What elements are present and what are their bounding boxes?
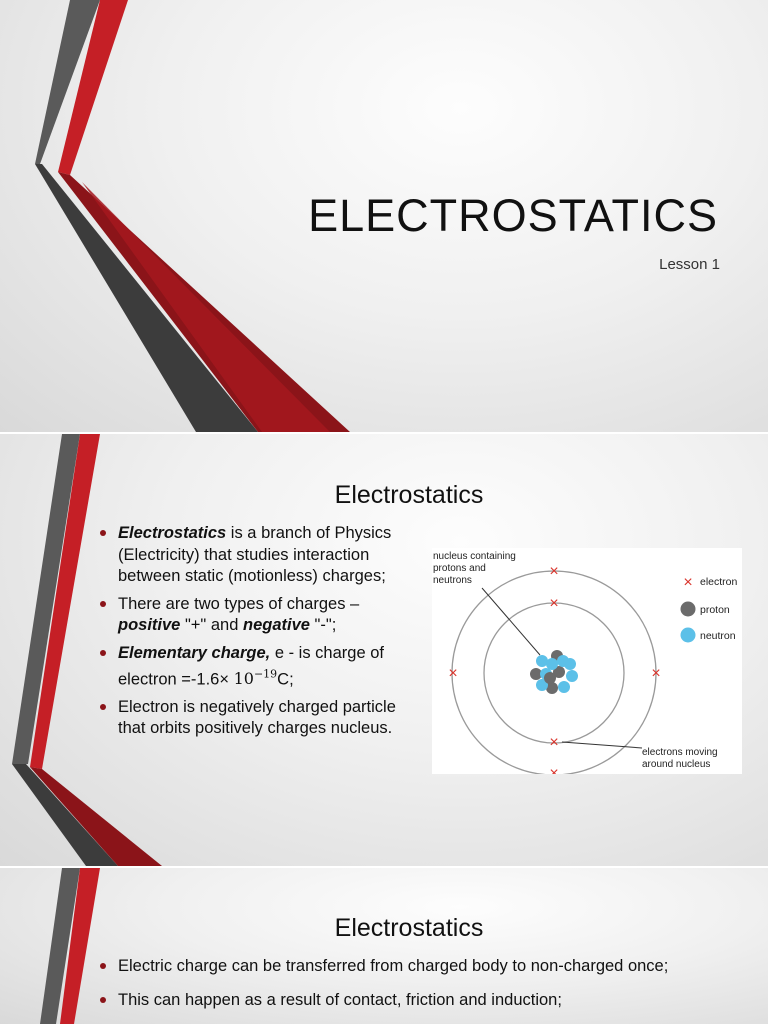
legend-proton-icon (681, 602, 696, 617)
bullet-text: is a branch of Physics (Electricity) that studies interaction between static (motionless) charges; (118, 524, 392, 585)
label-line: around nucleus (642, 759, 711, 770)
bullet-list (98, 523, 408, 746)
legend-proton: proton (700, 604, 730, 616)
legend-neutron: neutron (700, 630, 736, 642)
legend-electron-icon: × (683, 574, 693, 591)
bullet-item: This can happen as a result of contact, friction and induction; (98, 990, 758, 1012)
bullet-text: There are two types of charges – (118, 594, 360, 613)
electron-mark: × (549, 734, 559, 751)
power-base: 10 (233, 669, 254, 689)
bullet-text: "-"; (309, 616, 337, 634)
legend (681, 574, 738, 643)
power-exponent: −19 (253, 668, 278, 681)
nucleus-pointer (482, 588, 540, 655)
electron-mark: × (549, 595, 559, 612)
legend-neutron-icon (681, 628, 696, 643)
nucleus-label (433, 551, 516, 586)
term-elementary-charge: Elementary charge, (118, 643, 271, 662)
electron-mark: × (549, 563, 559, 580)
bullet-item (98, 523, 408, 588)
electron-mark: × (651, 665, 661, 682)
title-slide (0, 0, 768, 432)
legend-electron: electron (700, 576, 738, 588)
slide-title: Electrostatics (334, 481, 484, 509)
term-electrostatics: Electrostatics (118, 524, 227, 542)
bullet-item (98, 697, 408, 740)
nucleus (530, 650, 578, 694)
content-slide-2 (0, 868, 768, 1024)
label-line: protons and (433, 563, 486, 574)
slide-title: ELECTROSTATICS (308, 190, 718, 241)
orbit-pointer (562, 742, 642, 748)
bullet-text: e - is charge of electron =-1.6× (118, 643, 384, 689)
orbit-label (642, 747, 718, 770)
atom-diagram (432, 548, 742, 774)
electron-mark: × (448, 665, 458, 682)
electron-mark: × (549, 765, 559, 774)
bullet-list (98, 956, 758, 1023)
bullet-item (98, 594, 408, 637)
atom-diagram-svg (432, 548, 742, 774)
label-line: neutrons (433, 575, 472, 586)
term-positive: positive (118, 616, 181, 634)
charge-value (234, 669, 278, 688)
term-negative: negative (243, 616, 310, 634)
slide-title: Electrostatics (334, 914, 484, 942)
bullet-item (98, 643, 408, 691)
content-slide-1 (0, 434, 768, 866)
label-line: electrons moving (642, 747, 718, 758)
bullet-item: Electric charge can be transferred from charged body to non-charged once; (98, 956, 758, 978)
bullet-text: Electron is negatively charged particle that orbits positively charges nucleus. (118, 697, 396, 738)
bullet-text: C; (277, 670, 294, 689)
label-line: nucleus containing (433, 551, 516, 562)
bullet-text: "+" and (180, 616, 243, 634)
slide-subtitle: Lesson 1 (659, 256, 720, 273)
